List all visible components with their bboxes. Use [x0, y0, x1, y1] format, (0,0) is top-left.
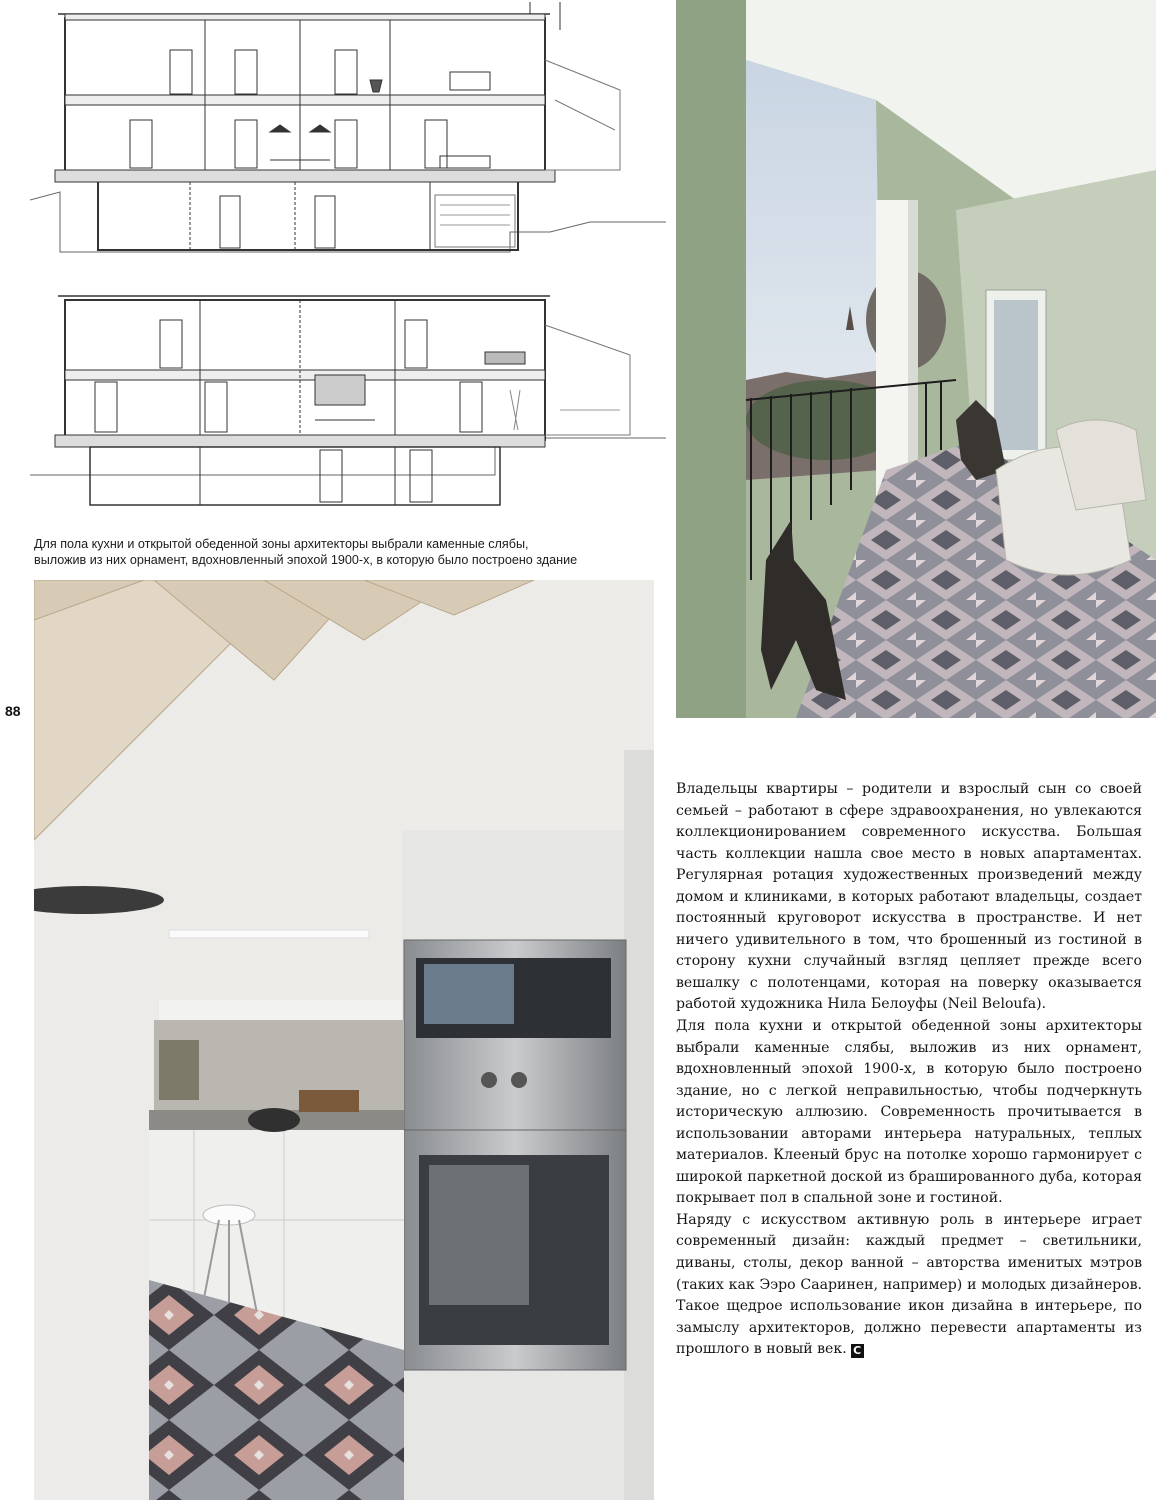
article-paragraph-text: Наряду с искусством активную роль в интерьере играет современный дизайн: каждый предмет – светильники, диваны, столы, декор ванной – авторства именитых мэтров (таких как Ээро Сааринен, например) и молодых дизайнеров. Такое щедрое использование икон дизайна в интерьере, по замыслу архитекторов, должно перевести апартаменты из прошлого в новый век.	[676, 1211, 1142, 1358]
article-paragraph: Для пола кухни и открытой обеденной зоны архитекторы выбрали каменные слябы, выложив из них орнамент, вдохновленный эпохой 1900-х, в которую было построено здание, но с легкой неправильностью, чтобы подчеркнуть историческую аллюзию. Современность прочитывается в использовании авторами интерьера натуральных, теплых материалов. Клееный брус на потолке хорошо гармонирует с широкой паркетной доской из брашированного дуба, которая покрывает пол в спальной зоне и гостиной.	[676, 1018, 1142, 1207]
kitchen-photo	[34, 580, 654, 1500]
end-mark-icon: C	[851, 1344, 864, 1358]
section-drawing-top	[30, 0, 666, 262]
page-number: 88	[5, 703, 21, 719]
drawing-caption: Для пола кухни и открытой обеденной зоны архитекторы выбрали каменные слябы, выложив из них орнамент, вдохновленный эпохой 1900-х, в которую было построено здание	[34, 537, 578, 567]
article-paragraph	[676, 1210, 1142, 1361]
article-body	[676, 779, 1142, 1361]
balcony-photo	[676, 0, 1156, 718]
article-paragraph: Владельцы квартиры – родители и взрослый сын со своей семьей – работают в сфере здравоохранения, но увлекаются коллекционированием современного искусства. Большая часть коллекции нашла свое место в новых апартаментах. Регулярная ротация художественных произведений между домом и клиниками, в которых работают владельцы, создает постоянный круговорот искусства в пространстве. И нет ничего удивительного в том, что брошенный из гостиной в сторону кухни случайный взгляд цепляет прежде всего вешалку с полотенцами, которая на поверку оказывается работой художника Нила Белоуфы (Neil Beloufa).	[676, 781, 1142, 1013]
section-drawing-bottom	[30, 270, 666, 518]
